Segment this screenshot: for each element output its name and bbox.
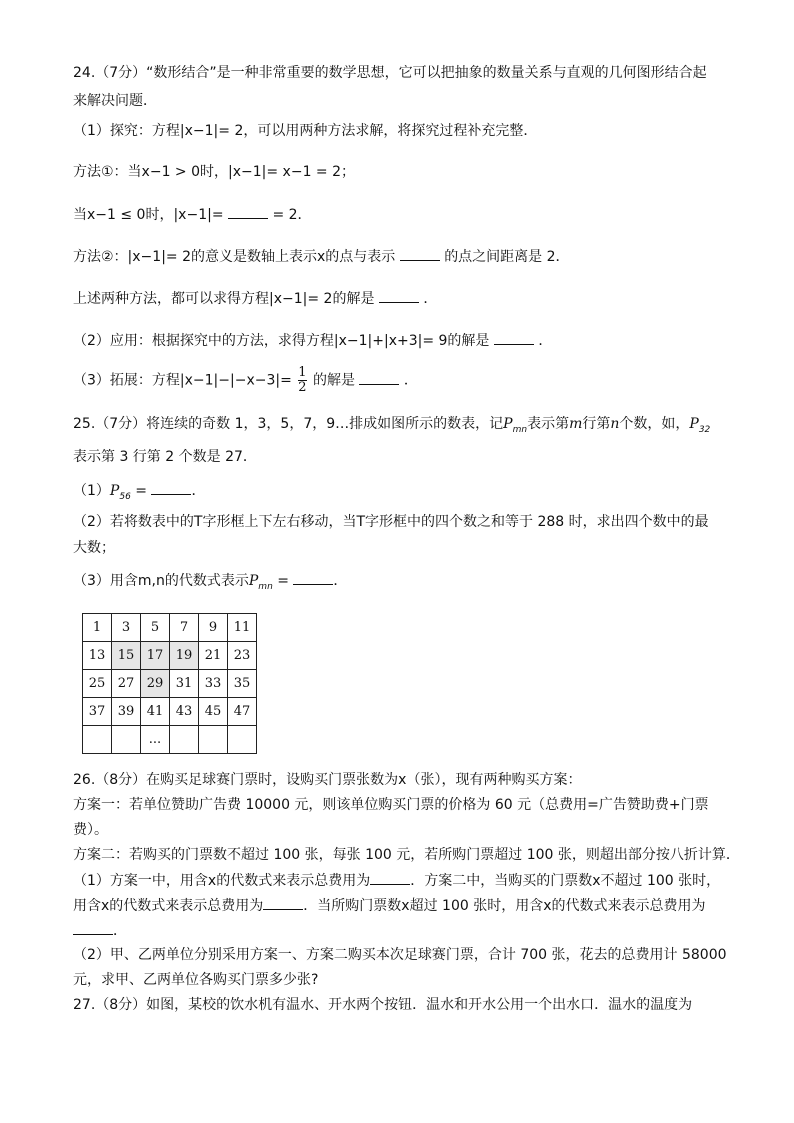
table-cell — [228, 726, 257, 754]
table-cell-highlighted: 19 — [170, 642, 199, 670]
q25-line-1-d: 个数，如， — [619, 416, 690, 432]
q25-part-3-end: ． — [333, 573, 348, 589]
table-row — [83, 670, 257, 698]
q26-line-9: 元，求甲、乙两单位各购买门票多少张? — [73, 972, 319, 988]
q26-line-1: 26.（8分）在购买足球赛门票时，设购买门票张数为x（张），现有两种购买方案： — [73, 772, 582, 788]
table-cell: 45 — [199, 698, 228, 726]
table-cell: 47 — [228, 698, 257, 726]
q25-line-1-a: 25.（7分）将连续的奇数 1，3，5，7，9…排成如图所示的数表，记 — [73, 416, 504, 432]
table-cell: 39 — [112, 698, 141, 726]
p-subscript: mn — [258, 581, 273, 592]
table-cell: 3 — [112, 614, 141, 642]
p-subscript: 32 — [698, 424, 711, 435]
odd-number-table — [82, 613, 257, 754]
answer-blank[interactable] — [370, 870, 410, 885]
q26-line-4: 方案二：若购买的门票数不超过 100 张，每张 100 元，若所购门票超过 100 张，则超出部分按八折计算． — [73, 847, 740, 863]
q26-line-6-text: 用含x的代数式来表示总费用为 — [73, 898, 264, 914]
table-cell: 27 — [112, 670, 141, 698]
q24-part-2 — [73, 330, 552, 351]
q26-line-6 — [73, 895, 706, 916]
fraction-denominator: 2 — [298, 380, 307, 395]
q24-summary-text: 上述两种方法，都可以求得方程|x−1|= 2的解是 — [73, 291, 375, 307]
fraction — [298, 366, 306, 395]
answer-blank[interactable] — [379, 288, 419, 303]
q24-method-2-text: 方法②：|x−1|= 2的意义是数轴上表示x的点与表示 — [73, 249, 396, 265]
q25-line-1-b: 表示第 — [527, 416, 570, 432]
table-cell — [170, 726, 199, 754]
q24-part-3-text: （3）拓展：方程|x−1|−|−x−3|= — [73, 372, 292, 389]
q26-line-6-end: ．当所购门票数x超过 100 张时，用含x的代数式来表示总费用为 — [303, 898, 706, 914]
answer-blank[interactable] — [293, 570, 333, 585]
equals-sign: = — [272, 573, 294, 589]
answer-blank[interactable] — [400, 246, 440, 261]
q25-part-1-end: ． — [191, 483, 206, 499]
m-var: m — [569, 416, 583, 432]
table-cell: 21 — [199, 642, 228, 670]
q26-line-5-text: （1）方案一中，用含x的代数式来表示总费用为 — [73, 873, 371, 889]
n-var: n — [610, 416, 620, 432]
table-cell: 1 — [83, 614, 112, 642]
table-cell: 35 — [228, 670, 257, 698]
p-symbol: P — [503, 416, 513, 432]
p-subscript: mn — [512, 424, 528, 435]
table-cell-highlighted: 17 — [141, 642, 170, 670]
p-symbol: P — [109, 483, 120, 499]
p-symbol: P — [248, 573, 259, 589]
q24-method-2-end: 的点之间距离是 2． — [444, 249, 570, 265]
q25-part-1 — [73, 480, 205, 507]
q24-method-1a: 方法①：当x−1 > 0时，|x−1|= x−1 = 2； — [73, 164, 356, 180]
table-row — [83, 698, 257, 726]
table-cell: 33 — [199, 670, 228, 698]
q24-method-2 — [73, 246, 570, 267]
q24-part-1: （1）探究：方程|x−1|= 2，可以用两种方法求解，将探究过程补充完整． — [73, 123, 538, 139]
q26-line-2: 方案一：若单位赞助广告费 10000 元，则该单位购买门票的价格为 60 元（总费用=广告赞助费+门票 — [73, 797, 709, 813]
q24-part-3-end: ． — [403, 372, 418, 389]
q25-line-1-c: 行第 — [582, 416, 611, 432]
answer-blank[interactable] — [151, 480, 191, 495]
q24-part-3 — [73, 366, 418, 395]
q24-method-1b-text: 当x−1 ≤ 0时，|x−1|= — [73, 207, 224, 223]
p-subscript: 56 — [119, 491, 131, 502]
q25-line-2: 表示第 3 行第 2 个数是 27． — [73, 449, 257, 465]
q26-line-7 — [73, 920, 127, 941]
table-cell: 5 — [141, 614, 170, 642]
q26-line-3: 费）。 — [73, 822, 108, 838]
equals-sign: = — [130, 483, 152, 499]
table-cell: 7 — [170, 614, 199, 642]
table-row — [83, 614, 257, 642]
q25-part-2-line-2: 大数； — [73, 540, 115, 556]
table-cell — [112, 726, 141, 754]
q27-line-1: 27.（8分）如图，某校的饮水机有温水、开水两个按钮．温水和开水公用一个出水口．温水的温度为 — [73, 997, 693, 1013]
table-cell — [199, 726, 228, 754]
answer-blank[interactable] — [494, 330, 534, 345]
q24-part-2-end: ． — [538, 333, 553, 349]
q25-part-3 — [73, 570, 347, 597]
table-cell-highlighted: 29 — [141, 670, 170, 698]
answer-blank[interactable] — [359, 370, 399, 385]
q24-method-1b-end: = 2． — [272, 207, 312, 223]
q25-part-2-line-1: （2）若将数表中的T字形框上下左右移动，当T字形框中的四个数之和等于 288 时，求出四个数中的最 — [73, 514, 709, 530]
answer-blank[interactable] — [228, 204, 268, 219]
table-cell: 37 — [83, 698, 112, 726]
q24-line-1: 24.（7分）“数形结合”是一种非常重要的数学思想，它可以把抽象的数量关系与直观的几何图形结合起 — [73, 65, 707, 81]
q26-line-5-end: ．方案二中，当购买的门票数x不超过 100 张时， — [410, 873, 721, 889]
table-cell: 13 — [83, 642, 112, 670]
answer-blank[interactable] — [73, 920, 113, 935]
q25-line-1 — [73, 414, 710, 440]
q24-summary — [73, 288, 437, 309]
table-cell: 41 — [141, 698, 170, 726]
q26-line-5 — [73, 870, 720, 891]
q24-part-2-text: （2）应用：根据探究中的方法，求得方程|x−1|+|x+3|= 9的解是 — [73, 333, 490, 349]
p-symbol: P — [689, 416, 699, 432]
q25-part-3-text: （3）用含m,n的代数式表示 — [73, 573, 249, 589]
table-cell: 43 — [170, 698, 199, 726]
table-cell: 31 — [170, 670, 199, 698]
table-cell: 11 — [228, 614, 257, 642]
q26-line-7-end: ． — [113, 923, 127, 939]
table-cell: ... — [141, 726, 170, 754]
table-cell: 9 — [199, 614, 228, 642]
table-cell — [83, 726, 112, 754]
table-row — [83, 642, 257, 670]
table-cell: 23 — [228, 642, 257, 670]
fraction-numerator: 1 — [298, 365, 307, 380]
q24-summary-end: ． — [423, 291, 438, 307]
table-row — [83, 726, 257, 754]
table-cell-highlighted: 15 — [112, 642, 141, 670]
q24-method-1b — [73, 204, 312, 225]
answer-blank[interactable] — [263, 895, 303, 910]
table-cell: 25 — [83, 670, 112, 698]
q24-part-3-mid: 的解是 — [313, 372, 355, 389]
q26-line-8: （2）甲、乙两单位分别采用方案一、方案二购买本次足球赛门票，合计 700 张，花去的总费用计 58000 — [73, 947, 727, 963]
q24-line-2: 来解决问题． — [73, 93, 157, 109]
q25-part-1-label: （1） — [73, 483, 110, 499]
